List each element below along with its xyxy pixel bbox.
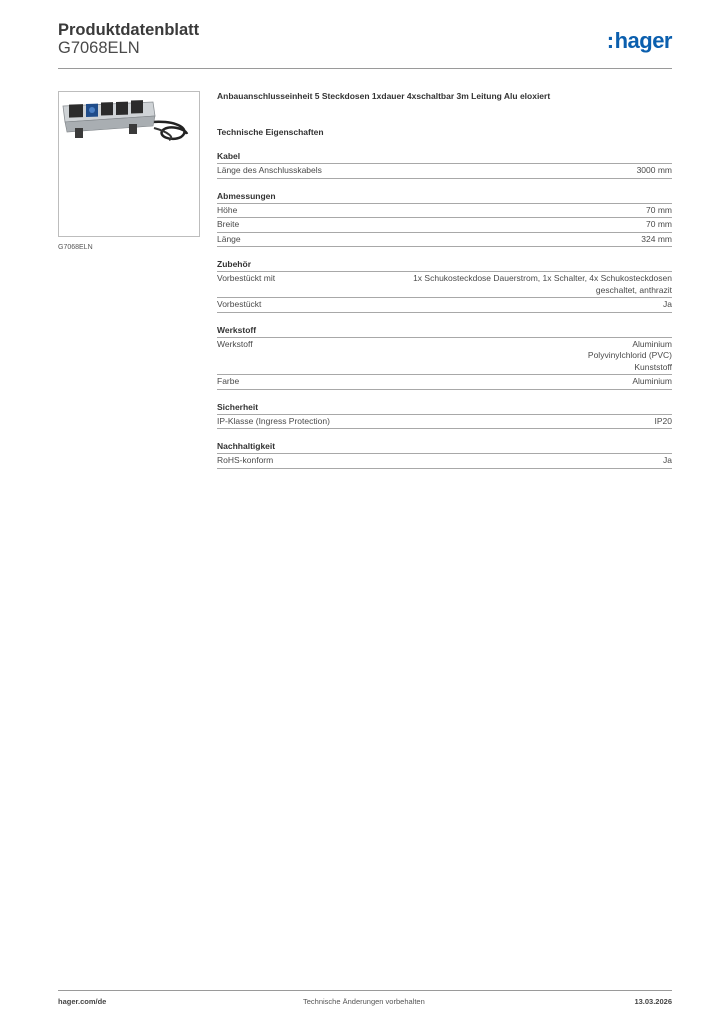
spec-value-line: 324 mm bbox=[641, 233, 672, 244]
spec-row bbox=[217, 298, 672, 313]
section-heading: Nachhaltigkeit bbox=[217, 441, 672, 454]
spec-label: Breite bbox=[217, 219, 240, 229]
section-heading: Zubehör bbox=[217, 259, 672, 272]
tech-properties-heading: Technische Eigenschaften bbox=[217, 127, 324, 137]
spec-value-line: geschaltet, anthrazit bbox=[595, 284, 672, 295]
spec-value bbox=[646, 219, 672, 231]
spec-value bbox=[663, 299, 672, 311]
spec-value-line: IP20 bbox=[654, 415, 672, 426]
spec-section bbox=[217, 191, 672, 248]
product-number: G7068ELN bbox=[58, 39, 140, 57]
spec-value bbox=[588, 339, 672, 374]
spec-value-line: Kunststoff bbox=[634, 361, 672, 372]
spec-sections bbox=[217, 151, 672, 469]
footer-date: 13.03.2026 bbox=[634, 997, 672, 1006]
spec-value-line: Aluminium bbox=[632, 338, 672, 349]
spec-label: Höhe bbox=[217, 204, 238, 215]
spec-label: Farbe bbox=[217, 376, 240, 386]
spec-value-line: 3000 mm bbox=[636, 165, 672, 175]
logo-text: hager bbox=[614, 28, 672, 53]
section-heading: Kabel bbox=[217, 151, 672, 164]
spec-row bbox=[217, 204, 672, 219]
spec-row bbox=[217, 233, 672, 248]
spec-section bbox=[217, 441, 672, 469]
spec-value-line: Ja bbox=[663, 455, 672, 465]
spec-value-line: 70 mm bbox=[646, 204, 672, 215]
spec-row bbox=[217, 415, 672, 430]
spec-value bbox=[637, 165, 672, 177]
spec-value bbox=[641, 234, 672, 246]
spec-section bbox=[217, 259, 672, 313]
header-divider bbox=[58, 68, 672, 69]
spec-label: Vorbestückt bbox=[217, 299, 262, 309]
spec-row bbox=[217, 454, 672, 469]
spec-section bbox=[217, 402, 672, 430]
spec-value-line: 1x Schukosteckdose Dauerstrom, 1x Schalter, 4x Schukosteckdosen bbox=[413, 273, 672, 283]
spec-section bbox=[217, 325, 672, 390]
spec-row bbox=[217, 218, 672, 233]
spec-label: Werkstoff bbox=[217, 338, 253, 349]
spec-value-line: Polyvinylchlorid (PVC) bbox=[587, 350, 672, 360]
spec-value bbox=[646, 205, 672, 217]
footer-divider bbox=[58, 990, 672, 991]
footer-disclaimer: Technische Änderungen vorbehalten bbox=[303, 997, 425, 1006]
spec-row bbox=[217, 338, 672, 376]
image-caption: G7068ELN bbox=[58, 244, 93, 251]
spec-value-line: Aluminium bbox=[632, 376, 672, 386]
spec-content bbox=[217, 91, 672, 469]
spec-label: IP-Klasse (Ingress Protection) bbox=[217, 415, 330, 426]
footer-website: hager.com/de bbox=[58, 997, 107, 1006]
hager-logo bbox=[607, 28, 672, 54]
power-strip-product-photo-icon bbox=[59, 92, 199, 236]
spec-label: Vorbestückt mit bbox=[217, 273, 276, 283]
section-heading: Sicherheit bbox=[217, 402, 672, 415]
spec-row bbox=[217, 164, 672, 179]
product-image bbox=[58, 91, 200, 237]
spec-value bbox=[632, 376, 672, 388]
product-description: Anbauanschlusseinheit 5 Steckdosen 1xdauer 4xschaltbar 3m Leitung Alu eloxiert bbox=[217, 91, 551, 101]
spec-value-line: Ja bbox=[663, 299, 672, 309]
section-heading: Abmessungen bbox=[217, 191, 672, 204]
spec-row bbox=[217, 272, 672, 298]
spec-label: Länge bbox=[217, 233, 241, 244]
document-title: Produktdatenblatt bbox=[58, 21, 200, 39]
page-header bbox=[58, 20, 672, 68]
spec-value bbox=[413, 273, 672, 296]
spec-label: RoHS-konform bbox=[217, 455, 274, 465]
spec-row bbox=[217, 375, 672, 390]
spec-value bbox=[655, 416, 673, 428]
logo-colon-mark: : bbox=[606, 28, 614, 53]
section-heading: Werkstoff bbox=[217, 325, 672, 338]
spec-value-line: 70 mm bbox=[646, 219, 672, 229]
spec-value bbox=[663, 455, 672, 467]
spec-label: Länge des Anschlusskabels bbox=[217, 165, 322, 175]
spec-section bbox=[217, 151, 672, 179]
